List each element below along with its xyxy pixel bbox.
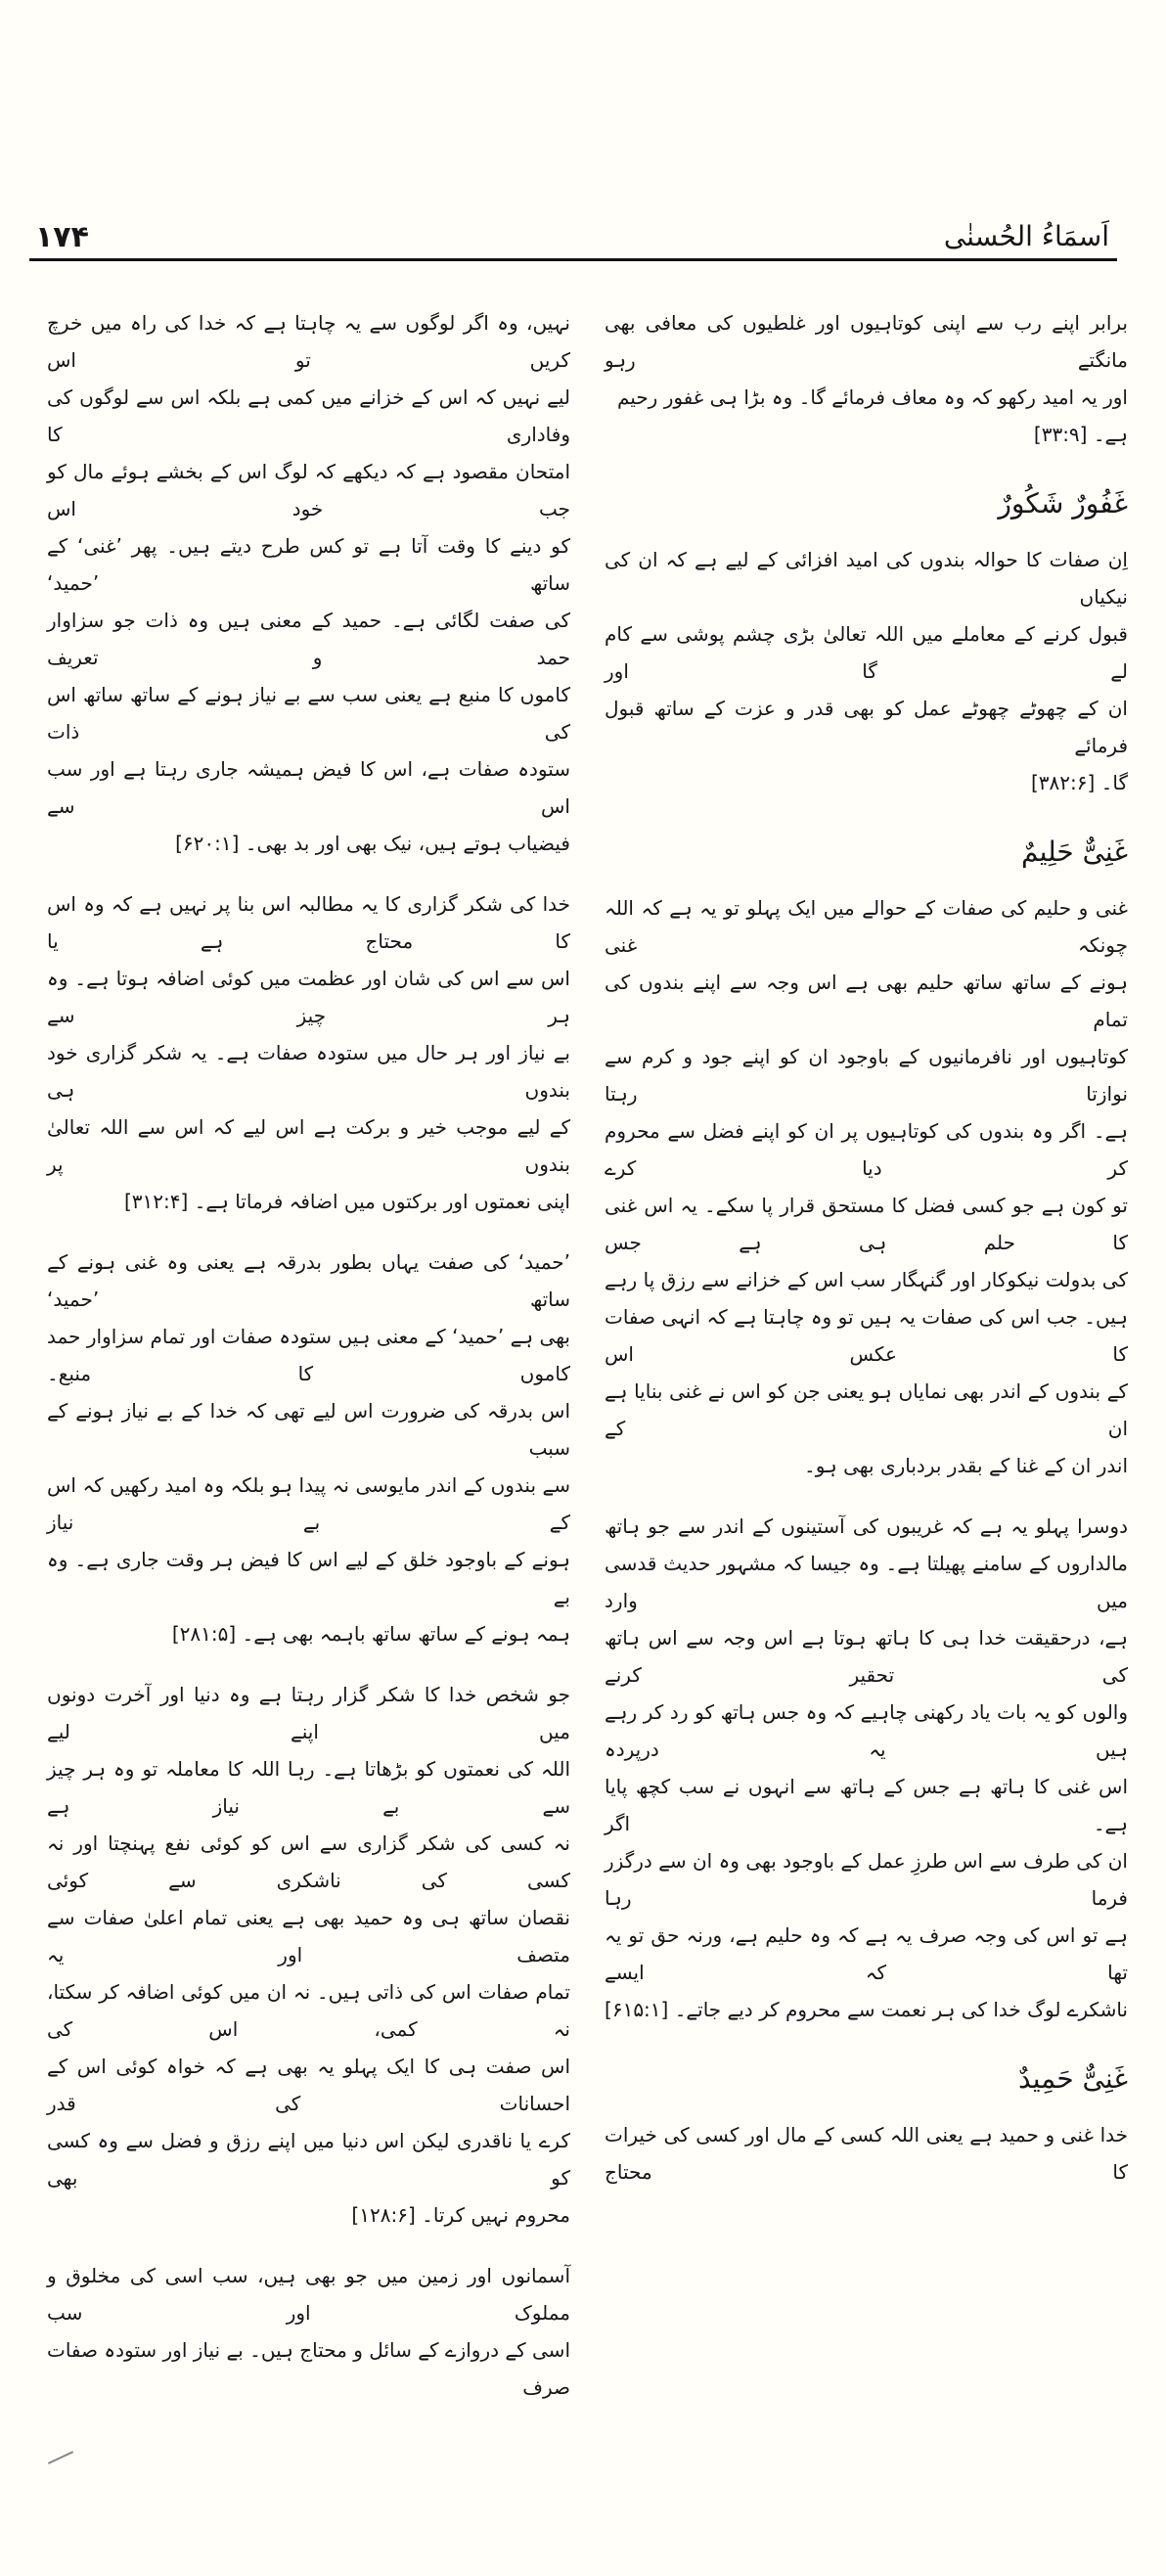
- right-column: [605, 304, 1128, 2214]
- section-heading: غَنِیٌّ حَمِیدٌ: [1018, 2062, 1128, 2095]
- text-line: نقصان ساتھ ہی وہ حمید بھی ہے یعنی تمام اعلیٰ صفات سے متصف اور یہ: [47, 1906, 570, 1966]
- text-line: فیضیاب ہوتے ہیں، نیک بھی اور بد بھی۔ [۶۲۰:۱]: [175, 832, 570, 855]
- text-line: اللہ کی نعمتوں کو بڑھاتا ہے۔ رہا اللہ کا معاملہ تو وہ ہر چیز سے بے نیاز ہے: [47, 1757, 570, 1818]
- text-line: جو شخص خدا کا شکر گزار رہتا ہے وہ دنیا اور آخرت دونوں میں اپنے لیے: [47, 1683, 570, 1743]
- text-line: بے نیاز اور ہر حال میں ستودہ صفات ہے۔ یہ شکر گزاری خود بندوں ہی: [47, 1041, 570, 1102]
- text-line: اس بدرقہ کی ضرورت اس لیے تھی کہ خدا کے بے نیاز ہونے کے سبب: [47, 1399, 570, 1460]
- text-line: نہیں، وہ اگر لوگوں سے یہ چاہتا ہے کہ خدا کی راہ میں خرچ کریں تو اس: [47, 311, 570, 372]
- text-line: برابر اپنے رب سے اپنی کوتاہیوں اور غلطیوں کی معافی بھی مانگتے رہو: [605, 311, 1128, 372]
- paragraph: [47, 304, 570, 862]
- text-line: ان کی طرف سے اس طرزِ عمل کے باوجود بھی وہ ان سے درگزر فرما رہا: [605, 1849, 1128, 1910]
- text-line: قبول کرنے کے معاملے میں اللہ تعالیٰ بڑی چشم پوشی سے کام لے گا اور: [605, 622, 1128, 683]
- text-line: ہے۔ اگر وہ بندوں کی کوتاہیوں پر ان کو اپنے فضل سے محروم کر دیا کرے: [605, 1119, 1128, 1180]
- text-line: امتحان مقصود ہے کہ دیکھے کہ لوگ اس کے بخشے ہوئے مال کو جب خود اس: [47, 460, 570, 520]
- paragraph: [47, 2257, 570, 2406]
- text-line: کوتاہیوں اور نافرمانیوں کے باوجود ان کو اپنے جود و کرم سے نوازتا رہتا: [605, 1045, 1128, 1106]
- text-line: اپنی نعمتوں اور برکتوں میں اضافہ فرماتا ہے۔ [۳۱۲:۴]: [123, 1190, 570, 1213]
- left-column: [47, 304, 570, 2429]
- text-line: مالداروں کے سامنے پھیلتا ہے۔ وہ جیسا کہ مشہور حدیث قدسی میں وارد: [605, 1552, 1128, 1612]
- text-line: اسی کے دروازے کے سائل و محتاج ہیں۔ بے نیاز اور ستودہ صفات صرف: [47, 2338, 570, 2399]
- paragraph: [605, 304, 1128, 453]
- section-heading: غَفُورٌ شَکُورٌ: [998, 487, 1128, 520]
- page-number: ۱۷۴: [35, 220, 89, 254]
- text-line: ہونے کے باوجود خلق کے لیے اس کا فیض ہر وقت جاری ہے۔ وہ بے: [47, 1548, 570, 1608]
- header-rule: [29, 258, 1117, 261]
- text-line: والوں کو یہ بات یاد رکھنی چاہیے کہ وہ جس ہاتھ کو رد کر رہے ہیں یہ درپردہ: [605, 1700, 1128, 1761]
- text-line: اِن صفات کا حوالہ بندوں کی امید افزائی کے لیے ہے کہ ان کی نیکیاں: [605, 548, 1128, 609]
- text-line: بھی ہے ’حمید‘ کے معنی ہیں ستودہ صفات اور تمام سزاوار حمد کاموں کا منبع۔: [47, 1325, 570, 1385]
- text-line: خدا غنی و حمید ہے یعنی اللہ کسی کے مال اور کسی کی خیرات کا محتاج: [605, 2123, 1128, 2184]
- text-line: ہمہ ہونے کے ساتھ ساتھ باہمہ بھی ہے۔ [۲۸۱:۵]: [171, 1622, 570, 1646]
- text-line: محروم نہیں کرتا۔ [۱۲۸:۶]: [351, 2203, 570, 2227]
- text-line: گا۔ [۳۸۲:۶]: [1030, 771, 1128, 794]
- text-line: تمام صفات اس کی ذاتی ہیں۔ نہ ان میں کوئی اضافہ کر سکتا، نہ کمی، اس کی: [47, 1980, 570, 2041]
- paragraph: [605, 889, 1128, 1484]
- paragraph: [47, 885, 570, 1220]
- text-line: اس غنی کا ہاتھ ہے جس کے ہاتھ سے انہوں نے سب کچھ پایا ہے۔ اگر: [605, 1775, 1128, 1835]
- paragraph: [605, 2116, 1128, 2191]
- text-line: تو کون ہے جو کسی فضل کا مستحق قرار پا سکے۔ یہ اس غنی کا حلم ہی ہے جس: [605, 1194, 1128, 1254]
- text-line: ناشکرے لوگ خدا کی ہر نعمت سے محروم کر دیے جاتے۔ [۶۱۵:۱]: [605, 1998, 1128, 2021]
- text-line: اندر ان کے غنا کے بقدر بردباری بھی ہو۔: [804, 1454, 1128, 1477]
- text-line: کی بدولت نیکوکار اور گنہگار سب اس کے خزانے سے رزق پا رہے: [605, 1268, 1128, 1291]
- book-title: اَسمَاءُ الحُسنٰی: [943, 220, 1109, 252]
- page-header: [29, 207, 1117, 258]
- pen-mark: [48, 2451, 73, 2464]
- text-line: لیے نہیں کہ اس کے خزانے میں کمی ہے بلکہ اس سے لوگوں کی وفاداری کا: [47, 385, 570, 446]
- text-line: اس صفت ہی کا ایک پہلو یہ بھی ہے کہ خواہ کوئی اس کے احسانات کی قدر: [47, 2055, 570, 2115]
- text-line: کو دینے کا وقت آتا ہے تو کس طرح دیتے ہیں۔ پھر ’غنی‘ کے ساتھ ’حمید‘: [47, 534, 570, 595]
- text-line: خدا کی شکر گزاری کا یہ مطالبہ اس بنا پر نہیں ہے کہ وہ اس کا محتاج ہے یا: [47, 892, 570, 953]
- text-line: سے بندوں کے اندر مایوسی نہ پیدا ہو بلکہ وہ امید رکھیں کہ اس کے بے نیاز: [47, 1473, 570, 1534]
- text-line: ان کے چھوٹے چھوٹے عمل کو بھی قدر و عزت کے ساتھ قبول فرمائے: [605, 697, 1128, 757]
- text-line: آسمانوں اور زمین میں جو بھی ہیں، سب اسی کی مخلوق و مملوک اور سب: [47, 2264, 570, 2325]
- text-line: اور یہ امید رکھو کہ وہ معاف فرمائے گا۔ وہ بڑا ہی غفور رحیم ہے۔ [۳۳:۹]: [616, 385, 1128, 446]
- text-line: ہیں۔ جب اس کی صفات یہ ہیں تو وہ چاہتا ہے کہ انہی صفات کا عکس اس: [605, 1305, 1128, 1366]
- text-line: ہونے کے ساتھ ساتھ حلیم بھی ہے اس وجہ سے اپنے بندوں کی تمام: [605, 971, 1128, 1031]
- paragraph: [47, 1243, 570, 1652]
- text-line: کاموں کا منبع ہے یعنی سب سے بے نیاز ہونے کے ساتھ ساتھ اس کی ذات: [47, 683, 570, 744]
- text-line: ہے تو اس کی وجہ صرف یہ ہے کہ وہ حلیم ہے، ورنہ حق تو یہ تھا کہ ایسے: [605, 1923, 1128, 1984]
- text-line: ستودہ صفات ہے، اس کا فیض ہمیشہ جاری رہتا ہے اور سب اس سے: [47, 757, 570, 818]
- text-line: کی صفت لگائی ہے۔ حمید کے معنی ہیں وہ ذات جو سزاوار حمد و تعریف: [47, 609, 570, 669]
- paragraph: [605, 1508, 1128, 2028]
- text-line: دوسرا پہلو یہ ہے کہ غریبوں کی آستینوں کے اندر سے جو ہاتھ: [605, 1514, 1128, 1538]
- text-line: کرے یا ناقدری لیکن اس دنیا میں اپنے رزق و فضل سے وہ کسی کو بھی: [47, 2129, 570, 2190]
- text-line: کے لیے موجب خیر و برکت ہے اس لیے کہ اس سے اللہ تعالیٰ بندوں پر: [47, 1115, 570, 1176]
- paragraph: [605, 541, 1128, 801]
- paragraph: [47, 1676, 570, 2234]
- text-line: ہے، درحقیقت خدا ہی کا ہاتھ ہوتا ہے اس وجہ سے اس ہاتھ کی تحقیر کرنے: [605, 1626, 1128, 1687]
- text-line: غنی و حلیم کی صفات کے حوالے میں ایک پہلو تو یہ ہے کہ اللہ چونکہ غنی: [605, 896, 1128, 957]
- text-line: نہ کسی کی شکر گزاری سے اس کو کوئی نفع پہنچتا اور نہ کسی کی ناشکری سے کوئی: [47, 1831, 570, 1892]
- text-line: ’حمید‘ کی صفت یہاں بطور بدرقہ ہے یعنی وہ غنی ہونے کے ساتھ ’حمید‘: [47, 1250, 570, 1311]
- section-heading: غَنِیٌّ حَلِیمٌ: [1021, 836, 1128, 868]
- text-line: کے بندوں کے اندر بھی نمایاں ہو یعنی جن کو اس نے غنی بنایا ہے ان کے: [605, 1379, 1128, 1440]
- text-line: اس سے اس کی شان اور عظمت میں کوئی اضافہ ہوتا ہے۔ وہ ہر چیز سے: [47, 967, 570, 1027]
